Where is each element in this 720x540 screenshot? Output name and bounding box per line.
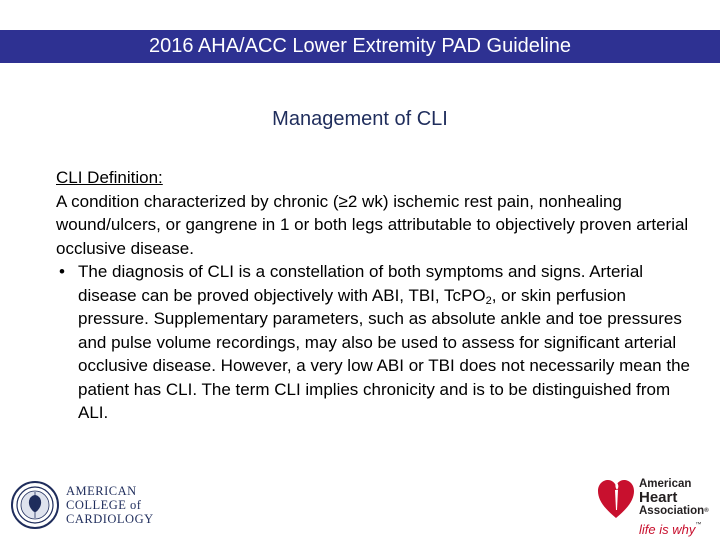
aha-tagline <box>639 522 701 537</box>
definition-heading: CLI Definition: <box>56 168 163 187</box>
aha-registered: ® <box>704 508 709 514</box>
slide-subtitle: Management of CLI <box>272 108 448 130</box>
acc-line1: AMERICAN <box>66 484 137 498</box>
acc-logo <box>10 480 170 530</box>
acc-seal-icon <box>10 480 60 530</box>
aha-logo <box>596 470 720 540</box>
bullet-item <box>56 260 696 425</box>
bullet-subscript: 2 <box>485 294 492 307</box>
aha-tagline-text: life is why <box>639 522 696 537</box>
aha-line1: American <box>639 478 692 490</box>
aha-line3: Association <box>639 505 705 517</box>
bullet-text-part2: , or skin perfusion pressure. Supplementary parameters, such as absolute ankle and toe pressures and pulse volume recordings, may also be used to assess for significant arterial occlusive disease. However, a very low ABI or TBI does not necessarily mean the patient has CLI. The term CLI implies chronicity and is to be distinguished from ALI. <box>78 285 690 422</box>
header-bar <box>0 30 720 63</box>
bullet-text-part1: The diagnosis of CLI is a constellation of both symptoms and signs. Arterial disease can be proved objectively with ABI, TBI, Tc <box>78 262 644 305</box>
acc-line2: COLLEGE of <box>66 498 142 512</box>
aha-line2: Heart <box>639 489 678 506</box>
page-title: 2016 AHA/ACC Lower Extremity PAD Guideline <box>148 35 572 57</box>
slide-content <box>56 166 696 425</box>
bullet-mark: • <box>59 262 65 281</box>
aha-tagline-tm: ™ <box>695 522 702 528</box>
definition-text: A condition characterized by chronic (≥2 wk) ischemic rest pain, nonhealing wound/ulcers, or gangrene in 1 or both legs attributable to objectively proven arterial occlusive disease. <box>56 191 689 258</box>
acc-line3: CARDIOLOGY <box>66 512 154 526</box>
heart-torch-icon <box>596 476 636 520</box>
bullet-text-po: PO <box>461 285 486 305</box>
